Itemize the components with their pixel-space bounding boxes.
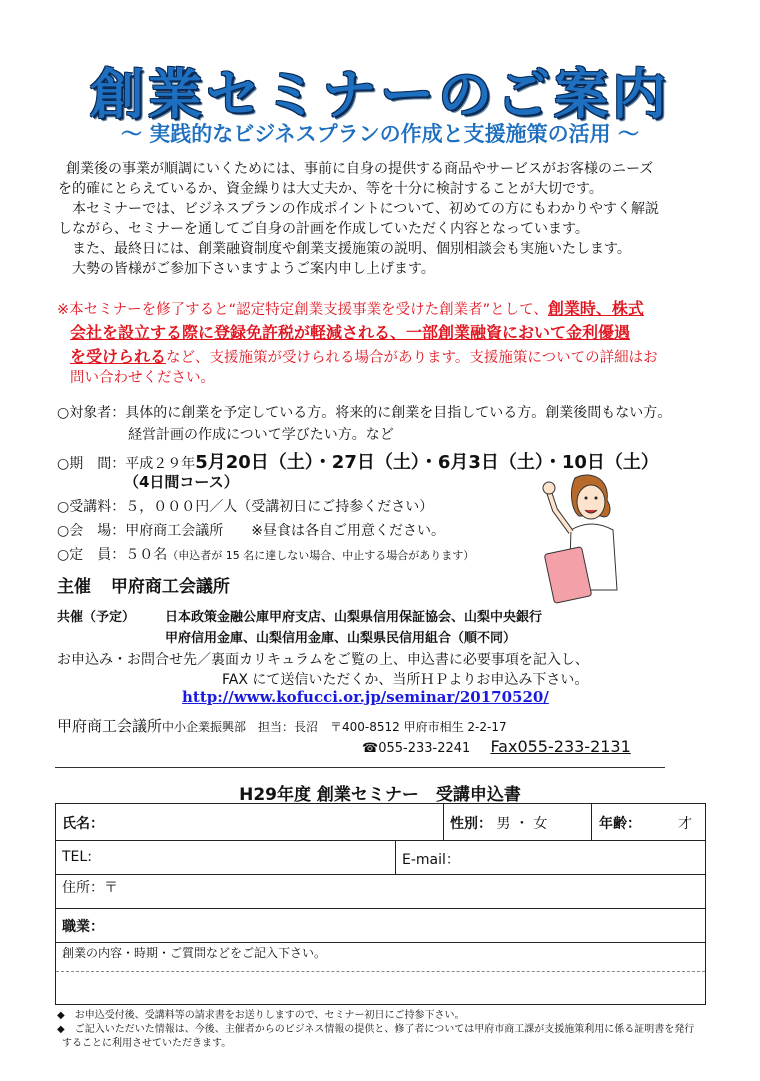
gender-field[interactable]	[450, 813, 547, 833]
woman-illustration	[535, 470, 630, 605]
form-note: ◆ ご記入いただいた情報は、今後、主催者からのビジネス情報の提供と、修了者については甲府市商工課が支援施策利用に係る証明書を発行	[57, 1024, 695, 1035]
occupation-field[interactable]: 職業：	[62, 919, 104, 935]
contact-dept: 中小企業振興部 担当：長沼 〒400-8512 甲府市相生 2-2-17	[162, 720, 507, 734]
target-label: ○対象者：	[57, 405, 126, 421]
intro-line: を的確にとらえているか、資金繰りは大丈夫か、等を十分に検討することが大切です。	[58, 181, 603, 197]
contact-instruction: FAX にて送信いただくか、当所ＨＰよりお申込み下さい。	[222, 672, 589, 688]
venue-note: ※昼食は各自ご用意ください。	[251, 523, 445, 539]
cosponsor-label: 共催（予定）	[57, 610, 136, 625]
form-title: H29年度 創業セミナー 受講申込書	[239, 785, 521, 805]
address-field[interactable]: 住所：〒	[62, 880, 118, 896]
contact-instruction: お申込み・お問合せ先／裏面カリキュラムをご覧の上、申込書に必要事項を記入し、	[57, 652, 589, 668]
notice-text: ※本セミナーを修了すると“認定特定創業支援事業を受けた創業者”として、	[57, 302, 548, 318]
notice-emphasis: 会社を設立する際に登録免許税が軽減される、一部創業融資において金利優遇	[70, 323, 631, 342]
email-field[interactable]: E-mail：	[402, 852, 460, 868]
capacity-value: ５０名	[125, 547, 168, 563]
divider	[55, 767, 665, 768]
content-field[interactable]: 創業の内容・時期・ご質問などをご記入下さい。	[62, 946, 327, 960]
contact-org: 甲府商工会議所	[57, 717, 163, 735]
period-course: （4日間コース）	[124, 473, 239, 491]
contact-tel: 055-233-2241	[378, 741, 471, 756]
fee-label: ○受講料：	[57, 499, 126, 515]
gender-label: 性別：	[450, 816, 492, 832]
fee-value: ５，０００円／人（受講初日にご持参ください）	[125, 499, 434, 515]
notice-text: など、支援施策が受けられる場合があります。支援施策についての詳細はお	[166, 350, 658, 366]
tel-field[interactable]: TEL:	[62, 849, 92, 865]
seminar-url-link[interactable]: http://www.kofucci.or.jp/seminar/20170520/	[182, 688, 549, 706]
phone-icon: ☎	[362, 741, 379, 756]
notice-text: 問い合わせください。	[70, 370, 215, 386]
organizer-label: 主催	[57, 577, 91, 597]
intro-line: 大勢の皆様がご参加下さいますようご案内申し上げます。	[72, 261, 435, 277]
period-dates: 5月20日（土）・27日（土）・6月3日（土）・10日（土）	[195, 452, 659, 473]
form-note: ◆ お申込受付後、受講料等の請求書をお送りしますので、セミナー初日にご持参下さい。	[57, 1010, 465, 1021]
period-prefix: 平成２９年	[125, 456, 196, 472]
organizer-name: 甲府商工会議所	[110, 577, 230, 597]
contact-fax: Fax055-233-2131	[490, 737, 631, 756]
capacity-label: ○定 員：	[57, 547, 126, 563]
age-unit: 才	[678, 816, 692, 832]
target-value-2: 経営計画の作成について学びたい方。など	[128, 427, 394, 443]
notice-emphasis: 創業時、株式	[547, 299, 644, 318]
gender-options[interactable]: 男 ・ 女	[496, 816, 548, 832]
intro-line: 創業後の事業が順調にいくためには、事前に自身の提供する商品やサービスがお客様のニーズ	[66, 161, 654, 177]
venue-label: ○会 場：	[57, 523, 126, 539]
intro-line: 本セミナーでは、ビジネスプランの作成ポイントについて、初めての方にもわかりやすく解説	[72, 201, 660, 217]
name-field[interactable]: 氏名：	[62, 816, 104, 832]
period-label: ○期 間：	[57, 456, 126, 472]
target-value: 具体的に創業を予定している方。将来的に創業を目指している方。創業後間もない方。	[125, 405, 672, 421]
venue-value: 甲府商工会議所	[125, 523, 224, 539]
cosponsor-line: 日本政策金融公庫甲府支店、山梨県信用保証協会、山梨中央銀行	[165, 610, 543, 625]
page-title: 創業セミナーのご案内	[90, 63, 670, 126]
notice-emphasis: を受けられる	[70, 347, 167, 366]
application-form	[55, 803, 706, 1005]
intro-line: また、最終日には、創業融資制度や創業支援施策の説明、個別相談会も実施いたします。	[72, 241, 631, 257]
form-note: することに利用させていただきます。	[62, 1038, 232, 1049]
intro-line: しながら、セミナーを通してご自身の計画を作成していただく内容となっています。	[58, 221, 589, 237]
cosponsor-line: 甲府信用金庫、山梨信用金庫、山梨県民信用組合（順不同）	[165, 631, 517, 646]
page-subtitle: ～ 実践的なビジネスプランの作成と支援施策の活用 ～	[121, 122, 639, 146]
capacity-note: （申込者が 15 名に達しない場合、中止する場合があります）	[167, 549, 475, 562]
age-field[interactable]: 年齢：	[599, 816, 641, 832]
